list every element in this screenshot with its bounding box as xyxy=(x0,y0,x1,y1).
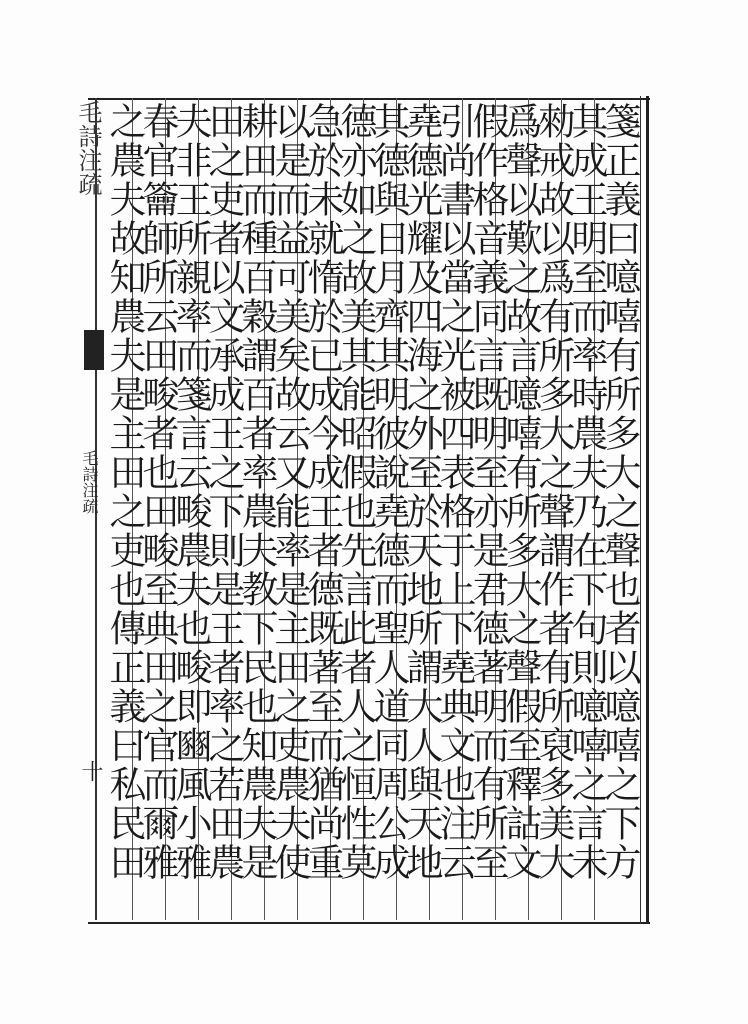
text-column-4: 爲聲以歎之故言噫嘻有所多大之聲假至釋詁文 xyxy=(499,102,542,882)
text-column-10: 急於未就惰於已成今成王者德既著至而猶尚重 xyxy=(301,102,344,882)
text-column-11: 以是而益可美矣故云又能率是主田之吏農夫使 xyxy=(268,102,311,882)
text-column-3: 勑戒故以爲有所多大之聲謂作者有所裒多美大 xyxy=(532,102,575,882)
text-column-13: 田之吏者以文承成王之下則是王者率之若田農 xyxy=(202,102,245,882)
gutter-book-label: 毛詩注疏 xyxy=(80,450,99,514)
text-column-9: 德亦如之故美其能昭假也先言此者人之恒性莫 xyxy=(334,102,377,882)
text-column-6: 引尚書以當之光被四表格于上下堯典文也注云 xyxy=(433,102,476,882)
text-column-8: 其德與日月齊其明彼說堯德而聖人道同周公成 xyxy=(367,102,410,882)
text-column-16: 之農夫故知農夫是主田之吏也傳正義曰私民田 xyxy=(103,102,146,882)
text-column-1: 箋正義曰噫嘻有所多大之聲也者以噫嘻之下方 xyxy=(598,102,641,882)
text-column-15: 春官籥師所云田畯者也田畯至典田之官而爾雅 xyxy=(136,102,179,882)
text-column-7: 堯德光耀及四海之外至於天地所謂大人與天地 xyxy=(400,102,443,882)
gutter-page-number: 十 xyxy=(78,760,103,782)
text-column-14: 夫非王所親率而箋言云畯農夫也畯即豳風小雅 xyxy=(169,102,212,882)
text-column-2: 其成王明至而率時農夫乃在下句則噫嘻之言未 xyxy=(565,102,608,882)
frame-right-border xyxy=(646,96,649,924)
gutter-title: 毛詩注疏 xyxy=(74,100,102,196)
text-column-5: 假作格音義同言既明至亦是君德著明而有所至 xyxy=(466,102,509,882)
text-column-12: 耕田而種百穀謂百者率農夫教下民也知農夫是 xyxy=(235,102,278,882)
